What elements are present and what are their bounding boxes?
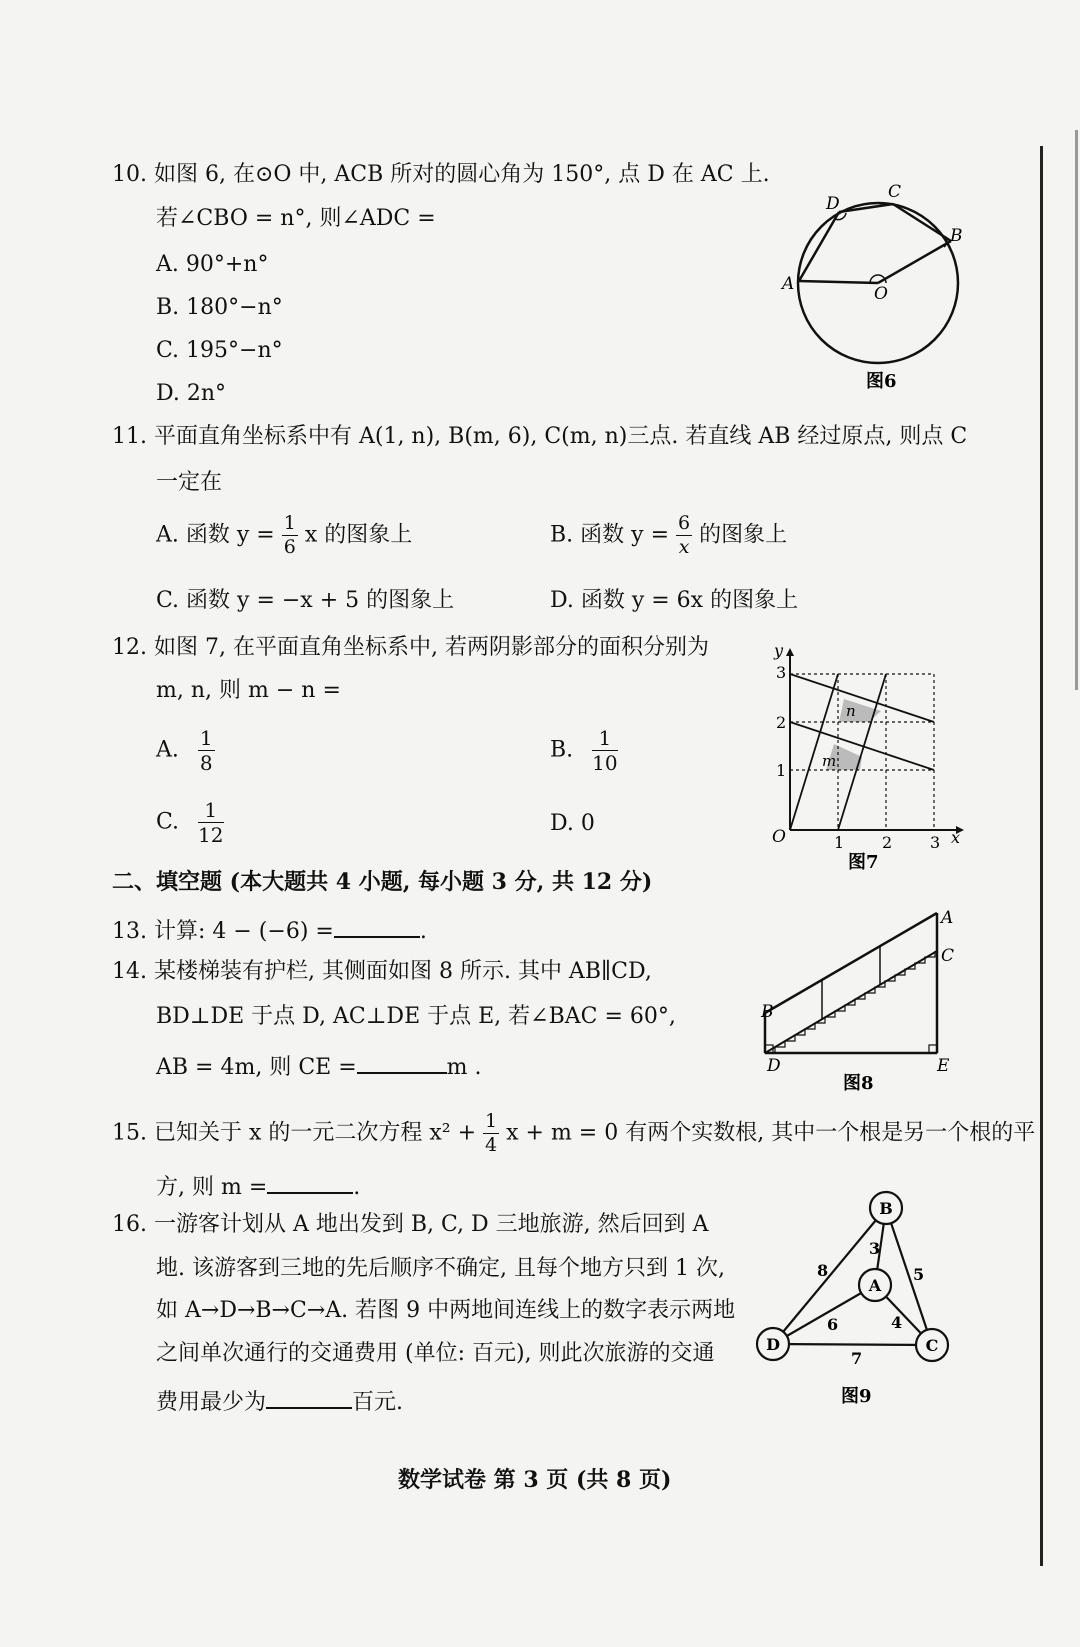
q10-option-d: D. 2n° — [156, 381, 227, 406]
option-letter: A. — [156, 737, 179, 763]
scan-edge-line — [1075, 130, 1078, 690]
label-b: B — [761, 1002, 774, 1022]
figure-7-coordinate-plane — [760, 640, 970, 875]
q12-option-c — [156, 800, 224, 845]
q16-line3: 如 A→D→B→C→A. 若图 9 中两地间连线上的数字表示两地 — [156, 1298, 736, 1323]
x-tick-3: 3 — [930, 833, 941, 852]
figure-8-staircase — [755, 905, 970, 1095]
q10-option-c: C. 195°−n° — [156, 338, 283, 363]
fraction-numerator: 1 — [199, 726, 213, 750]
y-tick-3: 3 — [776, 663, 787, 682]
q11-option-a — [156, 514, 412, 557]
x-tick-2: 2 — [882, 833, 893, 852]
q11-option-c: C. 函数 y = −x + 5 的图象上 — [156, 588, 455, 613]
q10-option-a: A. 90°+n° — [156, 252, 269, 277]
label-c: C — [941, 946, 955, 966]
fraction-1-4 — [483, 1112, 499, 1155]
q13-line — [112, 916, 427, 943]
segment-ad — [799, 212, 839, 281]
q16-line4: 之间单次通行的交通费用 (单位: 百元), 则此次旅游的交通 — [156, 1341, 715, 1366]
balusters — [822, 946, 880, 1019]
answer-blank[interactable] — [266, 1387, 352, 1409]
q11-b-post: 的图象上 — [699, 522, 788, 548]
page-right-border — [1040, 146, 1043, 1566]
q13-end: . — [419, 919, 427, 944]
q14-line2: BD⊥DE 于点 D, AC⊥DE 于点 E, 若∠BAC = 60°, — [156, 1004, 676, 1029]
q16-line2: 地. 该游客到三地的先后顺序不确定, 且每个地方只到 1 次, — [156, 1256, 725, 1281]
fraction-numerator: 1 — [592, 728, 617, 751]
fraction-1-8 — [198, 728, 215, 773]
q12-option-d: D. 0 — [550, 811, 595, 836]
answer-blank[interactable] — [267, 1172, 353, 1194]
region-label-m: m — [822, 752, 837, 770]
answer-blank[interactable] — [357, 1052, 447, 1074]
q10-option-b: B. 180°−n° — [156, 295, 283, 320]
answer-blank[interactable] — [334, 916, 420, 938]
q12-stem-line1: 12. 如图 7, 在平面直角坐标系中, 若两阴影部分的面积分别为 — [112, 635, 709, 660]
y-axis-label: y — [774, 641, 784, 660]
section-2-heading: 二、填空题 (本大题共 4 小题, 每小题 3 分, 共 12 分) — [112, 869, 653, 895]
figure-6-caption: 图6 — [866, 371, 897, 392]
label-c: C — [888, 182, 902, 202]
q12-option-b — [550, 728, 618, 773]
q15-line2 — [156, 1172, 360, 1199]
fraction-denominator: 8 — [199, 751, 213, 775]
q12-stem-line2: m, n, 则 m − n = — [156, 678, 341, 703]
fraction-numerator: 1 — [283, 512, 296, 534]
fraction-denominator: 10 — [592, 751, 618, 775]
page-footer: 数学试卷 第 3 页 (共 8 页) — [398, 1467, 672, 1493]
q11-a-post: x 的图象上 — [304, 522, 413, 548]
edge-cost-db: 8 — [817, 1261, 829, 1280]
edge-cost-da: 6 — [827, 1315, 839, 1334]
segment-ao — [799, 281, 878, 283]
origin-label: O — [772, 827, 786, 847]
fraction-numerator: 6 — [678, 512, 691, 534]
fraction-denominator: 4 — [485, 1134, 498, 1156]
q11-option-d: D. 函数 y = 6x 的图象上 — [550, 588, 799, 613]
edge-cost-ab: 3 — [869, 1239, 881, 1258]
q14-line3-post: m . — [446, 1055, 482, 1080]
fraction-1-12 — [198, 800, 223, 845]
label-a: A — [941, 908, 954, 928]
label-d: D — [767, 1056, 781, 1076]
q10-stem-line1: 10. 如图 6, 在⊙O 中, ACB 所对的圆心角为 150°, 点 D 在 AC 上. — [112, 162, 770, 187]
q11-stem-line1: 11. 平面直角坐标系中有 A(1, n), B(m, 6), C(m, n)三点. 若直线 AB 经过原点, 则点 C — [112, 424, 968, 449]
edge-cost-dc: 7 — [851, 1349, 863, 1368]
q11-stem-line2: 一定在 — [156, 470, 223, 495]
y-axis-arrow — [786, 648, 794, 656]
fraction-numerator: 1 — [198, 800, 223, 823]
graph-edges — [773, 1208, 932, 1345]
fraction-6-x — [676, 514, 692, 557]
node-label-a: A — [868, 1276, 882, 1295]
q11-a-pre: A. 函数 y = — [156, 522, 275, 548]
x-tick-1: 1 — [834, 833, 845, 852]
q15-pre: 15. 已知关于 x 的一元二次方程 x² + — [112, 1120, 477, 1146]
stair-line-dc — [765, 951, 937, 1053]
label-d: D — [826, 194, 840, 214]
q13-text: 13. 计算: 4 − (−6) = — [112, 919, 334, 944]
fraction-denominator: 6 — [283, 536, 296, 558]
figure-7-caption: 图7 — [848, 852, 879, 873]
label-o: O — [874, 284, 888, 304]
q14-line1: 14. 某楼梯装有护栏, 其侧面如图 8 所示. 其中 AB∥CD, — [112, 959, 652, 984]
fraction-numerator: 1 — [485, 1110, 498, 1132]
node-label-c: C — [925, 1336, 939, 1355]
segment-cb — [893, 204, 951, 241]
figure-8-caption: 图8 — [843, 1073, 874, 1094]
q10-stem-line2: 若∠CBO = n°, 则∠ADC = — [156, 206, 436, 231]
label-e: E — [937, 1056, 950, 1076]
fraction-denominator: x — [678, 536, 690, 558]
segment-ob — [878, 241, 951, 283]
figure-6-circle — [770, 175, 970, 400]
q16-line5-pre: 费用最少为 — [156, 1390, 267, 1415]
label-b: B — [950, 226, 963, 246]
y-tick-1: 1 — [776, 761, 787, 780]
region-label-n: n — [846, 702, 856, 720]
y-tick-2: 2 — [776, 713, 787, 732]
fraction-1-10 — [592, 728, 617, 773]
edge-cost-bc: 5 — [913, 1265, 925, 1284]
x-axis-label: x — [951, 828, 961, 847]
q12-option-a — [156, 728, 215, 773]
rail-ab — [765, 913, 937, 1013]
q14-line3 — [156, 1052, 482, 1079]
node-label-b: B — [879, 1199, 893, 1218]
q14-line3-pre: AB = 4m, 则 CE = — [156, 1055, 357, 1080]
figure-9-caption: 图9 — [841, 1386, 872, 1407]
q16-line1: 16. 一游客计划从 A 地出发到 B, C, D 三地旅游, 然后回到 A — [112, 1212, 709, 1237]
edge-cost-ac: 4 — [891, 1313, 903, 1332]
q15-line2-pre: 方, 则 m = — [156, 1175, 268, 1200]
fraction-1-6 — [282, 514, 298, 557]
q11-b-pre: B. 函数 y = — [550, 522, 670, 548]
q15-line1 — [112, 1112, 1035, 1155]
fraction-denominator: 12 — [198, 823, 224, 847]
node-label-d: D — [766, 1335, 780, 1354]
label-a: A — [782, 274, 795, 294]
q11-option-b — [550, 514, 787, 557]
option-letter: C. — [156, 809, 180, 835]
option-letter: B. — [550, 737, 574, 763]
q15-post: x + m = 0 有两个实数根, 其中一个根是另一个根的平 — [506, 1120, 1036, 1146]
q16-line5 — [156, 1387, 403, 1414]
q15-line2-post: . — [353, 1175, 361, 1200]
figure-9-travel-graph — [755, 1188, 960, 1413]
q16-line5-post: 百元. — [352, 1390, 404, 1415]
